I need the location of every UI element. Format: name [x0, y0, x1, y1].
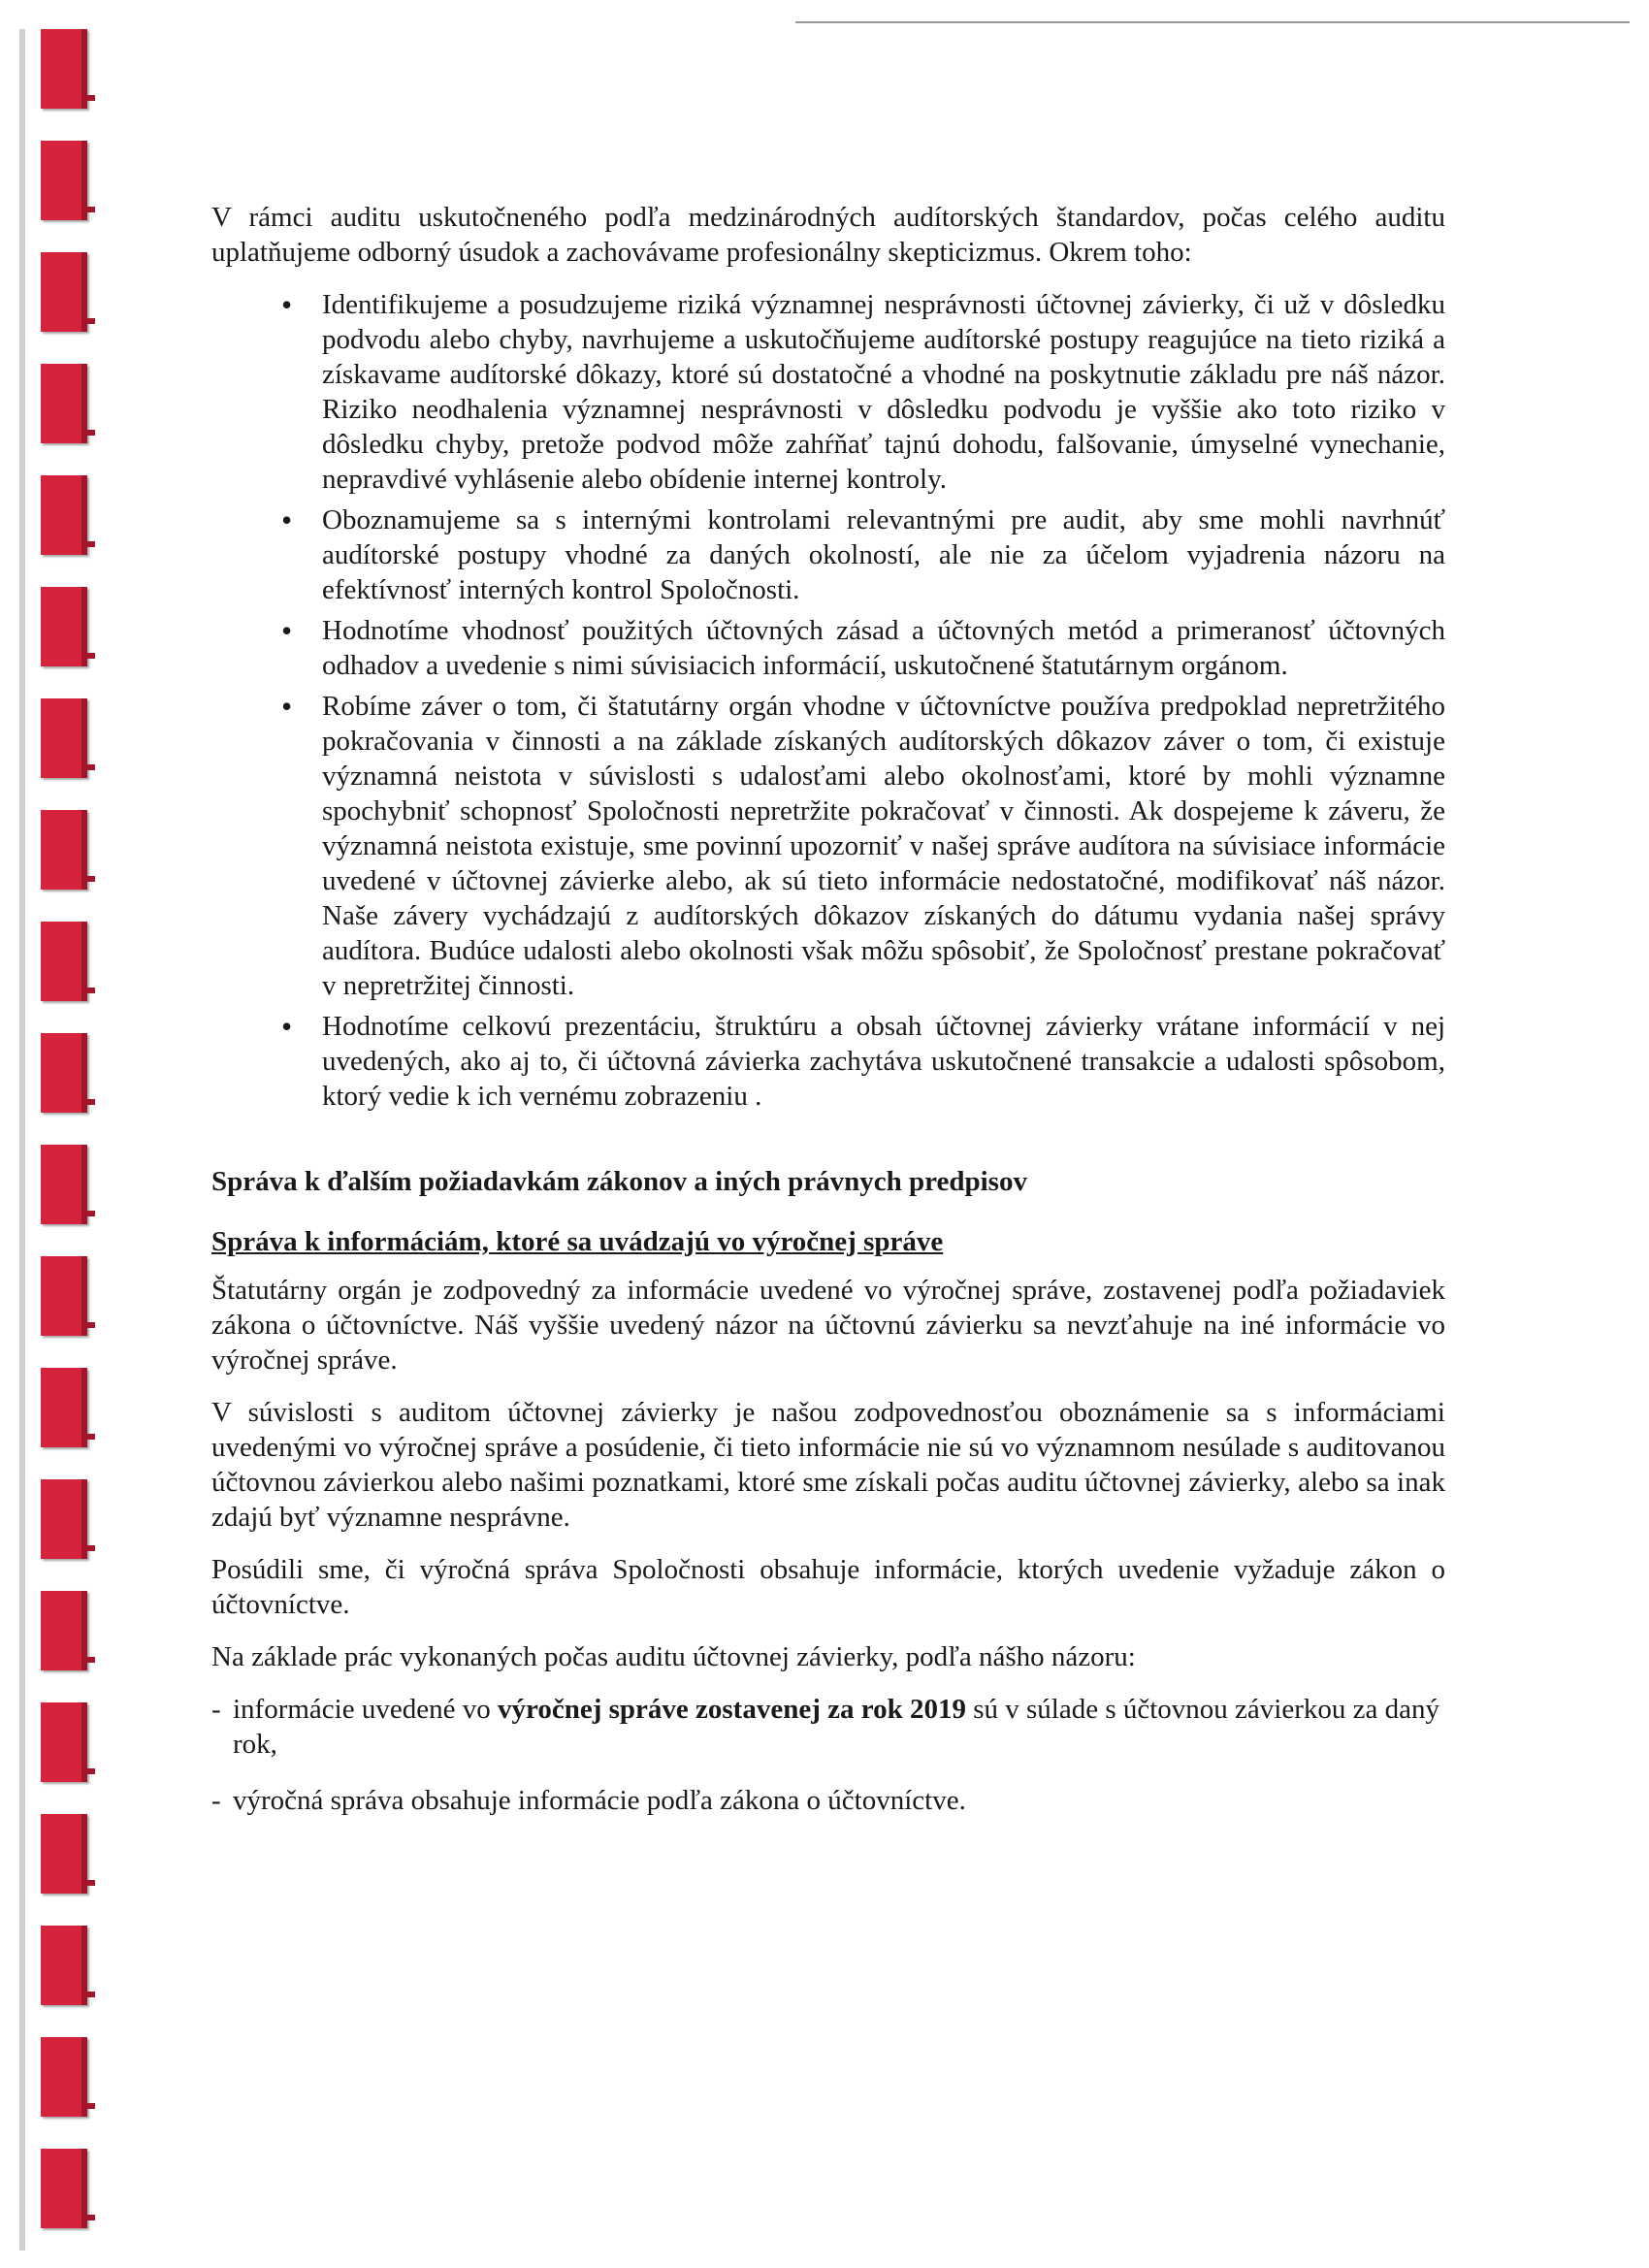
conclusion-item: [211, 1692, 1445, 1762]
top-scan-rule: [795, 21, 1630, 23]
spiral-binding: [19, 0, 109, 2268]
subsection-heading: Správa k informáciám, ktoré sa uvádzajú vo výročnej správe: [211, 1226, 944, 1257]
binding-ring: [41, 141, 87, 220]
binding-ring: [41, 252, 87, 332]
conclusion-text: sú v súlade s účtovnou závierkou za daný rok,: [233, 1694, 1439, 1760]
binding-ring: [41, 1368, 87, 1447]
binding-ring: [41, 1033, 87, 1113]
list-item: • Identifikujeme a posudzujeme riziká významnej nesprávnosti účtovnej závierky, či už v dôsledku podvodu alebo chyby, navrhujeme a uskutočňujeme audítorské postupy reagujúce na tieto riziká a získavame audítorské dôkazy, ktoré sú dostatočné a vhodné na poskytnutie základu pre náš názor. Riziko neodhalenia významnej nesprávnosti v dôsledku podvodu je vyššie ako toto riziko v dôsledku chyby, pretože podvod môže zahŕňať tajnú dohodu, falšovanie, úmyselné vynechanie, nepravdivé vyhlásenie alebo obídenie internej kontroly.: [211, 287, 1445, 497]
list-item: • Robíme záver o tom, či štatutárny orgán vhodne v účtovníctve používa predpoklad nepretržitého pokračovania v činnosti a na základe získaných audítorských dôkazov záver o tom, či existuje významná neistota v súvislosti s udalosťami alebo okolnosťami, ktoré by mohli významne spochybniť schopnosť Spoločnosti nepretržite pokračovať v činnosti. Ak dospejeme k záveru, že významná neistota existuje, sme povinní upozorniť v našej správe audítora na súvisiace informácie uvedené v účtovnej závierke alebo, ak sú tieto informácie nedostatočné, modifikovať náš názor. Naše závery vychádzajú z audítorských dôkazov získaných do dátumu vydania našej správy audítora. Budúce udalosti alebo okolnosti však môžu spôsobiť, že Spoločnosť prestane pokračovať v nepretržitej činnosti.: [211, 689, 1445, 1003]
binding-ring: [41, 1702, 87, 1782]
binding-ring: [41, 475, 87, 555]
binding-ring: [41, 2037, 87, 2117]
binding-ring: [41, 698, 87, 778]
list-item: • Oboznamujeme sa s internými kontrolami relevantnými pre audit, aby sme mohli navrhnúť audítorské postupy vhodné za daných okolností, ale nie za účelom vyjadrenia názoru na efektívnosť interných kontrol Spoločnosti.: [211, 502, 1445, 607]
binding-ring: [41, 1145, 87, 1224]
conclusion-emphasis: výročnej správe zostavenej za rok 2019: [497, 1694, 966, 1725]
conclusions-list: [211, 1692, 1445, 1818]
binding-ring: [41, 1591, 87, 1670]
conclusion-text: informácie uvedené vo: [233, 1694, 498, 1725]
binding-ring: [41, 29, 87, 109]
binding-ring: [41, 587, 87, 666]
binding-ring: [41, 922, 87, 1001]
list-item: • Hodnotíme celkovú prezentáciu, štruktúru a obsah účtovnej závierky vrátane informácií v nej uvedených, ako aj to, či účtovná závierka zachytáva uskutočnené transakcie a udalosti spôsobom, ktorý vedie k ich vernému zobrazeniu .: [211, 1009, 1445, 1114]
paragraph: V súvislosti s auditom účtovnej závierky je našou zodpovednosťou oboznámenie sa s informáciami uvedenými vo výročnej správe a posúdenie, či tieto informácie nie sú vo významnom nesúlade s auditovanou účtovnou závierkou alebo našimi poznatkami, ktoré sme získali počas auditu účtovnej závierky, alebo sa inak zdajú byť významne nesprávne.: [211, 1397, 1445, 1533]
binding-ring: [41, 1479, 87, 1559]
audit-procedures-list: [211, 287, 1445, 1114]
binding-ring: [41, 810, 87, 890]
binding-ring: [41, 1926, 87, 2005]
paragraph: Štatutárny orgán je zodpovedný za informácie uvedené vo výročnej správe, zostavenej podľa požiadaviek zákona o účtovníctve. Náš vyššie uvedený názor na účtovnú závierku sa nevzťahuje na iné informácie vo výročnej správe.: [211, 1275, 1445, 1376]
binding-ring: [41, 1256, 87, 1336]
binding-ring: [41, 1814, 87, 1894]
conclusion-item: - výročná správa obsahuje informácie podľa zákona o účtovníctve.: [211, 1783, 1445, 1818]
binding-ring: [41, 2149, 87, 2228]
binding-spine: [19, 29, 25, 2251]
intro-paragraph: V rámci auditu uskutočneného podľa medzinárodných audítorských štandardov, počas celého auditu uplatňujeme odborný úsudok a zachovávame profesionálny skepticizmus. Okrem toho:: [211, 202, 1445, 268]
paragraph: Na základe prác vykonaných počas auditu účtovnej závierky, podľa nášho názoru:: [211, 1641, 1136, 1672]
section-heading: Správa k ďalším požiadavkám zákonov a iných právnych predpisov: [211, 1166, 1027, 1197]
paragraph: Posúdili sme, či výročná správa Spoločnosti obsahuje informácie, ktorých uvedenie vyžaduje zákon o účtovníctve.: [211, 1554, 1445, 1620]
document-body: [211, 200, 1445, 1839]
binding-ring: [41, 364, 87, 443]
list-item: • Hodnotíme vhodnosť použitých účtovných zásad a účtovných metód a primeranosť účtovných odhadov a uvedenie s nimi súvisiacich informácií, uskutočnené štatutárnym orgánom.: [211, 613, 1445, 683]
